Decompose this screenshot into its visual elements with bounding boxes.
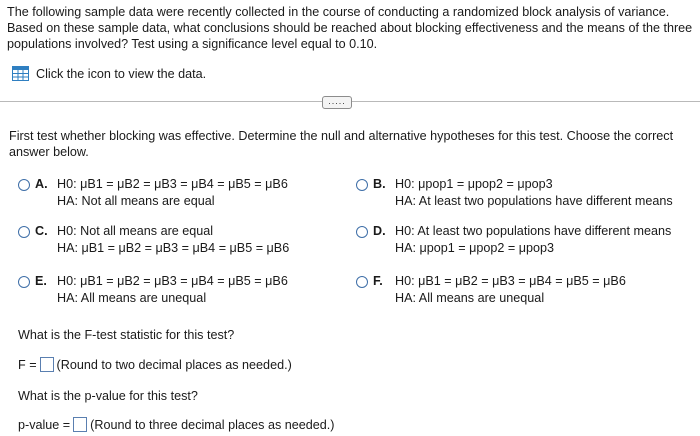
- option-letter: D.: [373, 224, 386, 238]
- radio-d[interactable]: [356, 226, 368, 238]
- option-e[interactable]: [18, 273, 288, 307]
- option-letter: B.: [373, 177, 386, 191]
- view-data-link[interactable]: [12, 66, 206, 81]
- p-answer-input[interactable]: [73, 417, 87, 432]
- option-a-h0: H0: μB1 = μB2 = μB3 = μB4 = μB5 = μB6: [57, 177, 288, 191]
- option-c-ha: HA: μB1 = μB2 = μB3 = μB4 = μB5 = μB6: [57, 241, 290, 255]
- radio-a[interactable]: [18, 179, 30, 191]
- option-letter: C.: [35, 224, 48, 238]
- expand-button[interactable]: .....: [322, 96, 352, 109]
- option-letter: E.: [35, 274, 47, 288]
- p-hint: (Round to three decimal places as needed.): [90, 417, 335, 432]
- f-question-text: What is the F-test statistic for this test?: [18, 328, 235, 342]
- option-f-h0: H0: μB1 = μB2 = μB3 = μB4 = μB5 = μB6: [395, 274, 626, 288]
- option-d-h0: H0: At least two populations have different means: [395, 224, 672, 238]
- table-icon[interactable]: [12, 66, 29, 81]
- option-e-ha: HA: All means are unequal: [57, 291, 207, 305]
- option-f[interactable]: [356, 273, 626, 307]
- option-c-h0: H0: Not all means are equal: [57, 224, 214, 238]
- question-text: First test whether blocking was effective. Determine the null and alternative hypotheses for this test. Choose the correct answer below.: [9, 129, 674, 159]
- option-letter: F.: [373, 274, 383, 288]
- option-a[interactable]: [18, 176, 288, 210]
- f-hint: (Round to two decimal places as needed.): [56, 357, 292, 372]
- f-answer-row: [18, 357, 292, 372]
- radio-e[interactable]: [18, 276, 30, 288]
- option-a-ha: HA: Not all means are equal: [57, 194, 215, 208]
- radio-b[interactable]: [356, 179, 368, 191]
- option-b-h0: H0: μpop1 = μpop2 = μpop3: [395, 177, 553, 191]
- option-d-ha: HA: μpop1 = μpop2 = μpop3: [395, 241, 555, 255]
- radio-f[interactable]: [356, 276, 368, 288]
- option-d[interactable]: [356, 223, 671, 257]
- option-c[interactable]: [18, 223, 289, 257]
- radio-c[interactable]: [18, 226, 30, 238]
- option-f-ha: HA: All means are unequal: [395, 291, 545, 305]
- p-answer-row: [18, 417, 335, 432]
- f-label: F =: [18, 357, 37, 372]
- p-label: p-value =: [18, 417, 71, 432]
- view-data-label[interactable]: Click the icon to view the data.: [36, 66, 207, 81]
- option-b[interactable]: [356, 176, 673, 210]
- f-answer-input[interactable]: [40, 357, 54, 372]
- option-b-ha: HA: At least two populations have different means: [395, 194, 673, 208]
- option-e-h0: H0: μB1 = μB2 = μB3 = μB4 = μB5 = μB6: [57, 274, 288, 288]
- problem-statement: The following sample data were recently collected in the course of conducting a randomized block analysis of variance. Based on these sample data, what conclusions should be reached about blocking effectiveness and the means of the three populations involved? Test using a significance level equal to 0.10.: [7, 5, 693, 51]
- option-letter: A.: [35, 177, 48, 191]
- p-question-text: What is the p-value for this test?: [18, 389, 198, 403]
